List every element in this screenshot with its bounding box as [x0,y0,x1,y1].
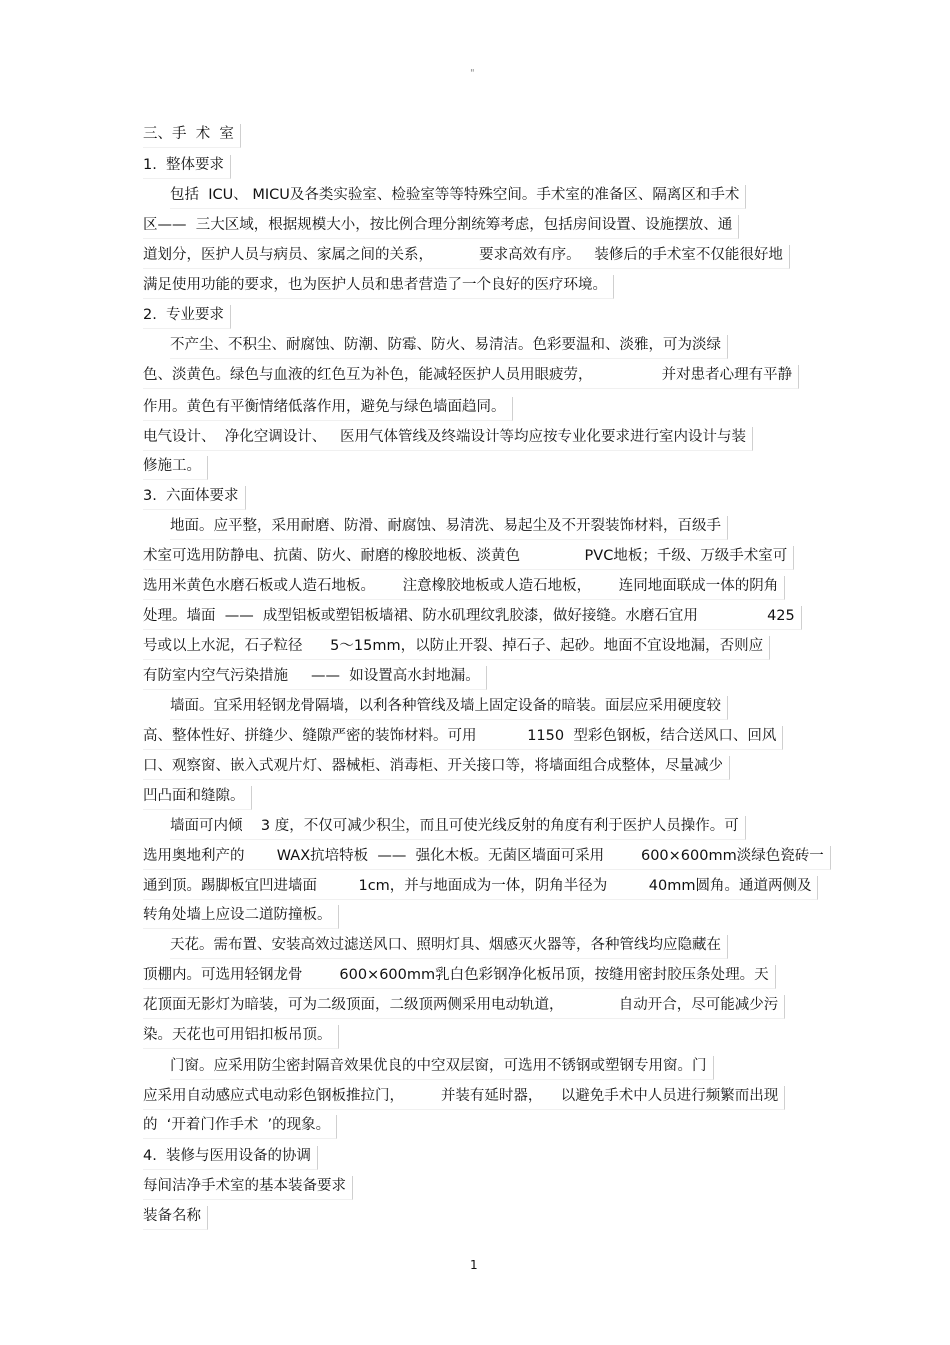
text-line: 口、观察窗、嵌入式观片灯、器械柜、消毒柜、开关接口等，将墙面组合成整体，尽量减少 [143,756,730,780]
page-number: 1 [470,1258,478,1272]
heading-six-surfaces: 3. 六面体要求 [143,486,246,510]
text-line: 选用奥地利产的 WAX抗培特板 —— 强化木板。无菌区墙面可采用 600×600mm淡绿色瓷砖一 [143,846,831,870]
text-line: 地面。应平整，采用耐磨、防滑、耐腐蚀、易清洗、易起尘及不开裂装饰材料，百级手 [170,516,728,540]
text-line: 不产尘、不积尘、耐腐蚀、防潮、防霉、防火、易清洁。色彩要温和、淡雅，可为淡绿 [170,335,728,359]
text-line: 修施工。 [143,456,208,480]
text-line: 凹凸面和缝隙。 [143,786,252,810]
heading-overall: 1. 整体要求 [143,155,231,179]
text-line: 墙面。宜采用轻钢龙骨隔墙，以利各种管线及墙上固定设备的暗装。面层应采用硬度较 [170,696,728,720]
text-line: 天花。需布置、安装高效过滤送风口、照明灯具、烟感灭火器等，各种管线均应隐藏在 [170,935,728,959]
heading-professional: 2. 专业要求 [143,305,231,329]
text-line: 高、整体性好、拼缝少、缝隙严密的装饰材料。可用 1150 型彩色钢板，结合送风口、回风 [143,726,783,750]
text-line: 道划分，医护人员与病员、家属之间的关系， 要求高效有序。 装修后的手术室不仅能很好地 [143,245,790,269]
text-line: 墙面可内倾 3 度，不仅可减少积尘，而且可使光线反射的角度有利于医护人员操作。可 [170,816,746,840]
text-line: 装备名称 [143,1206,208,1230]
text-line: 有防室内空气污染措施 —— 如设置高水封地漏。 [143,666,487,690]
text-line: 花顶面无影灯为暗装，可为二级顶面，二级顶两侧采用电动轨道， 自动开合，尽可能减少污 [143,995,785,1019]
text-line: 电气设计、 净化空调设计、 医用气体管线及终端设计等均应按专业化要求进行室内设计与装 [143,427,753,451]
text-line: 号或以上水泥，石子粒径 5～15mm，以防止开裂、掉石子、起砂。地面不宜设地漏，否则应 [143,636,770,660]
text-line: 每间洁净手术室的基本装备要求 [143,1176,353,1200]
heading-equipment: 4. 装修与医用设备的协调 [143,1146,318,1170]
text-line: 满足使用功能的要求，也为医护人员和患者营造了一个良好的医疗环境。 [143,275,614,299]
text-line: 通到顶。踢脚板宜凹进墙面 1cm，并与地面成为一体，阴角半径为 40mm圆角。通道两侧及 [143,876,818,900]
text-line: 术室可选用防静电、抗菌、防火、耐磨的橡胶地板、淡黄色 PVC地板；千级、万级手术室可 [143,546,794,570]
text-line: 转角处墙上应设二道防撞板。 [143,905,339,929]
text-line: 作用。黄色有平衡情绪低落作用，避免与绿色墙面趋同。 [143,397,513,421]
text-line: 应采用自动感应式电动彩色钢板推拉门， 并装有延时器， 以避免手术中人员进行频繁而出现 [143,1086,785,1110]
text-line: 染。天花也可用铝扣板吊顶。 [143,1025,339,1049]
text-line: 处理。墙面 —— 成型铝板或塑铝板墙裙、防水矶理纹乳胶漆，做好接缝。水磨石宜用 425 [143,606,802,630]
header-mark: " [470,68,475,79]
text-line: 包括 ICU、 MICU及各类实验室、检验室等等特殊空间。手术室的准备区、隔离区和手术 [170,185,746,209]
text-line: 色、淡黄色。绿色与血液的红色互为补色，能减轻医护人员用眼疲劳， 并对患者心理有平静 [143,365,799,389]
text-line: 门窗。应采用防尘密封隔音效果优良的中空双层窗，可选用不锈钢或塑钢专用窗。门 [170,1056,714,1080]
text-line: 的 ‘开着门作手术 ’的现象。 [143,1115,337,1139]
text-line: 顶棚内。可选用轻钢龙骨 600×600mm乳白色彩钢净化板吊顶，按缝用密封胶压条处理。天 [143,965,776,989]
text-line: 区—— 三大区域，根据规模大小，按比例合理分割统筹考虑，包括房间设置、设施摆放、通 [143,215,739,239]
text-line: 选用米黄色水磨石板或人造石地板。 注意橡胶地板或人造石地板， 连同地面联成一体的阴角 [143,576,785,600]
section-title: 三、手 术 室 [143,124,241,148]
